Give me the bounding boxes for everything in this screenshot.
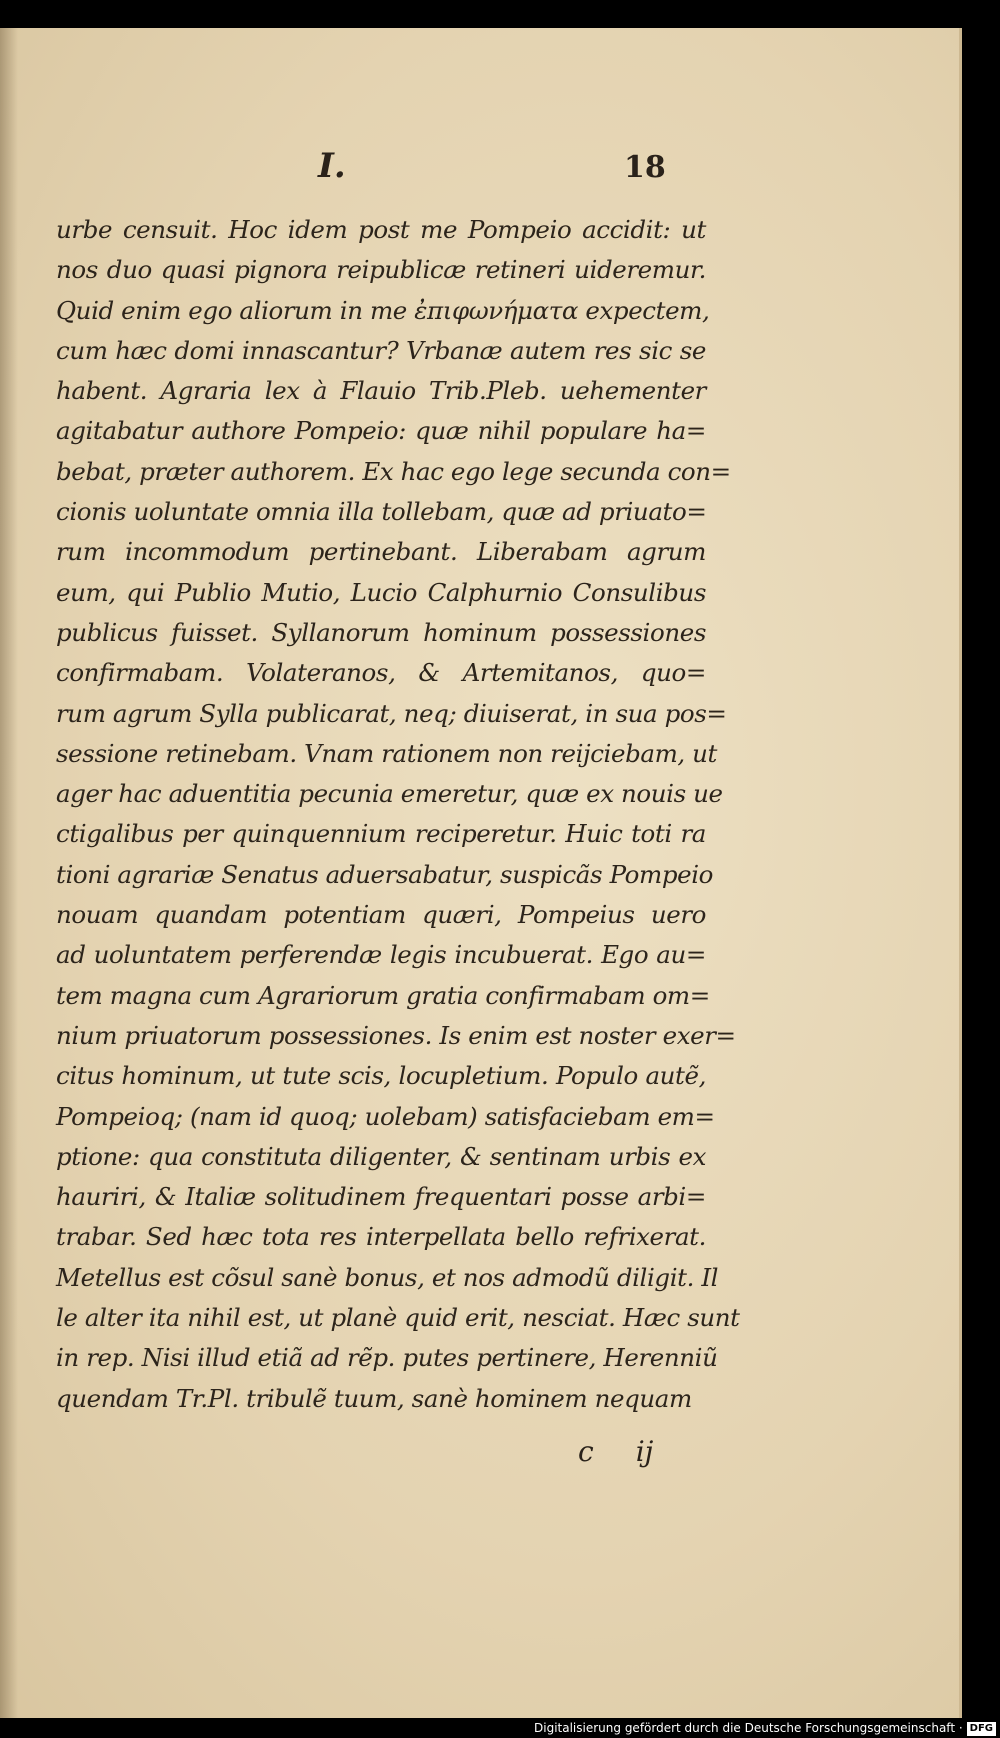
- text-line: rum agrum Sylla publicarat, neq; diuiserat, in sua pos=: [56, 698, 727, 728]
- body-text: [56, 210, 740, 1419]
- text-line: in rep. Nisi illud etiã ad rẽp. putes pertinere, Herenniũ: [56, 1343, 718, 1373]
- book-page: [0, 28, 962, 1718]
- text-line: nos duo quasi pignora reipublicæ retineri uideremur.: [56, 255, 706, 285]
- text-line: trabar. Sed hæc tota res interpellata bello refrixerat.: [56, 1222, 706, 1252]
- text-line: hauriri, & Italiæ solitudinem frequentari posse arbi=: [56, 1182, 706, 1212]
- text-line: bebat, præter authorem. Ex hac ego lege secunda con=: [56, 456, 731, 486]
- dfg-logo: DFG: [967, 1722, 996, 1736]
- signature-letter: c: [578, 1435, 594, 1468]
- text-line: ctigalibus per quinquennium reciperetur. Huic toti ra: [56, 819, 706, 849]
- text-line: ager hac aduentitia pecunia emeretur, quæ ex nouis ue: [56, 779, 723, 809]
- text-line: cionis uoluntate omnia illa tollebam, quæ ad priuato=: [56, 497, 707, 527]
- text-line: ptione: qua constituta diligenter, & sentinam urbis ex: [56, 1141, 706, 1171]
- text-line: quendam Tr.Pl. tribulẽ tuum, sanè hominem nequam: [56, 1383, 692, 1413]
- text-line: habent. Agraria lex à Flauio Trib.Pleb. uehementer: [56, 376, 706, 406]
- footer-text: Digitalisierung gefördert durch die Deutsche Forschungsgemeinschaft ·: [534, 1721, 963, 1735]
- text-line: nouam quandam potentiam quæri, Pompeius uero: [56, 900, 706, 930]
- text-line: eum, qui Publio Mutio, Lucio Calphurnio Consulibus: [56, 577, 706, 607]
- spine-shadow: [0, 28, 18, 1718]
- text-line: confirmabam. Volateranos, & Artemitanos, quo=: [56, 658, 706, 688]
- text-line: urbe censuit. Hoc idem post me Pompeio accidit: ut: [56, 215, 706, 244]
- text-line: le alter ita nihil est, ut planè quid erit, nesciat. Hæc sunt: [56, 1303, 740, 1333]
- text-line: agitabatur authore Pompeio: quæ nihil populare ha=: [56, 416, 706, 446]
- text-line: ad uoluntatem perferendæ legis incubuerat. Ego au=: [56, 940, 706, 970]
- text-line: publicus fuisset. Syllanorum hominum possessiones: [56, 617, 706, 647]
- text-line: nium priuatorum possessiones. Is enim est noster exer=: [56, 1020, 736, 1050]
- text-line: cum hæc domi innascantur? Vrbanæ autem res sic se: [56, 335, 706, 365]
- text-line: sessione retinebam. Vnam rationem non reijciebam, ut: [56, 738, 718, 768]
- text-line: Metellus est cõsul sanè bonus, et nos admodũ diligit. Il: [56, 1262, 719, 1292]
- gathering-signature: [578, 1435, 695, 1468]
- text-line: Pompeioq; (nam id quoq; uolebam) satisfaciebam em=: [56, 1101, 715, 1131]
- page-number: 18: [624, 150, 666, 185]
- digitization-footer: [480, 1718, 1000, 1738]
- text-line: rum incommodum pertinebant. Liberabam agrum: [56, 537, 706, 567]
- text-line: tem magna cum Agrariorum gratia confirmabam om=: [56, 980, 710, 1010]
- signature-mark: I.: [318, 146, 346, 186]
- text-line: tioni agrariæ Senatus aduersabatur, suspicãs Pompeio: [56, 859, 714, 889]
- signature-number: ij: [635, 1435, 654, 1468]
- text-line: Quid enim ego aliorum in me ἐπιφωνήματα expectem,: [56, 295, 710, 325]
- text-line: citus hominum, ut tute scis, locupletium. Populo autẽ,: [56, 1061, 706, 1091]
